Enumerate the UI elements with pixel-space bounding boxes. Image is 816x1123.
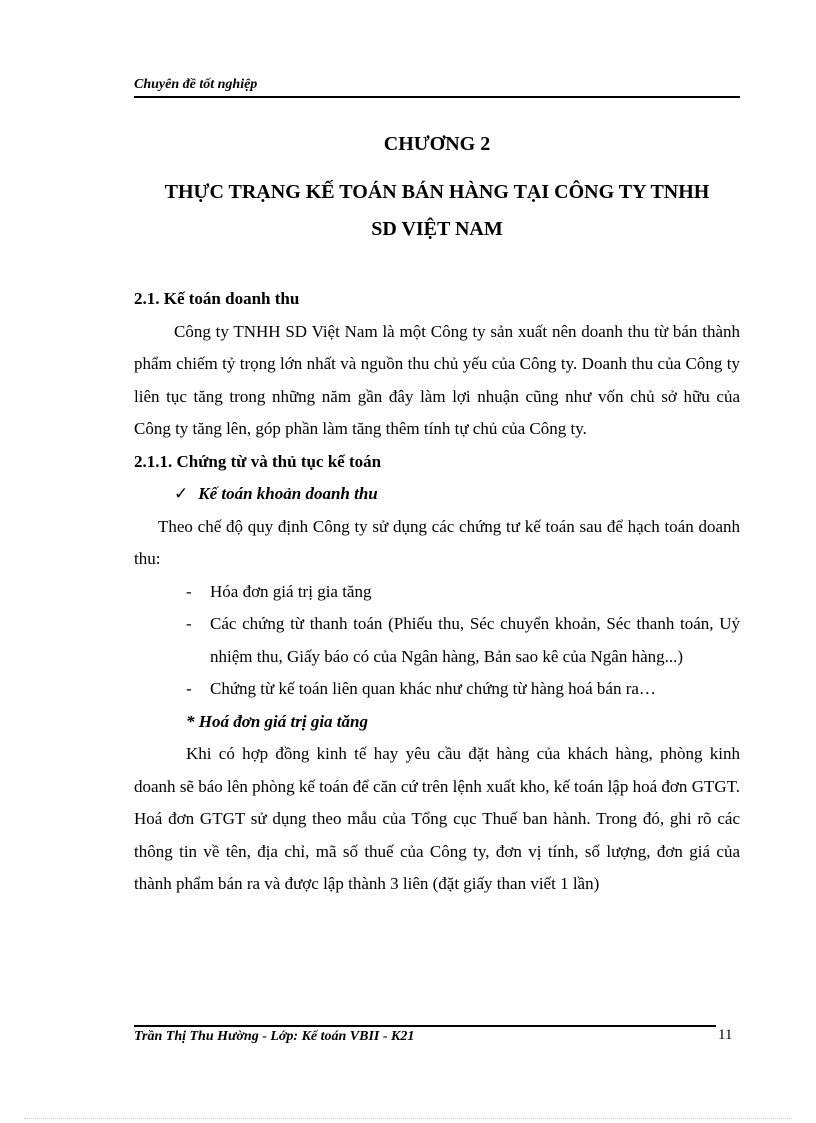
- section-heading-2-1: 2.1. Kế toán doanh thu: [134, 289, 300, 308]
- invoice-heading: * Hoá đơn giá trị gia tăng: [186, 711, 368, 731]
- footer-divider: [134, 1025, 716, 1027]
- dash-bullet: -: [186, 581, 192, 601]
- chapter-title-line-2: SD VIỆT NAM: [371, 218, 503, 240]
- list-item-text: Hóa đơn giá trị gia tăng: [210, 581, 372, 601]
- chapter-number: CHƯƠNG 2: [383, 133, 491, 155]
- list-item: [134, 608, 740, 673]
- chapter-title-line-1: THỰC TRẠNG KẾ TOÁN BÁN HÀNG TẠI CÔNG TY TNHH: [164, 181, 710, 203]
- list-item: [134, 673, 740, 706]
- list-item: [134, 576, 740, 609]
- revenue-subheading: [174, 478, 740, 511]
- section-heading-2-1-1: 2.1.1. Chứng từ và thủ tục kế toán: [134, 451, 382, 471]
- document-body: [134, 283, 740, 901]
- page-number: 11: [718, 1027, 733, 1043]
- list-item-text: Các chứng từ thanh toán (Phiếu thu, Séc chuyển khoản, Séc thanh toán, Uỷ nhiệm thu, Giấy báo có của Ngân hàng, Bản sao kê của Ngân hàng...): [210, 614, 740, 666]
- check-mark-icon: ✓: [174, 484, 189, 503]
- dash-bullet: -: [186, 614, 192, 633]
- invoice-paragraph: Khi có hợp đồng kinh tế hay yêu cầu đặt hàng của khách hàng, phòng kinh doanh sẽ báo lên phòng kế toán để căn cứ trên lệnh xuất kho, kế toán lập hoá đơn GTGT. Hoá đơn GTGT sử dụng theo mẫu của Tổng cục Thuế ban hành. Trong đó, ghi rõ các thông tin về tên, địa chỉ, mã số thuế của Công ty, đơn vị tính, số lượng, đơn giá của thành phẩm bán ra và được lập thành 3 liên (đặt giấy than viết 1 lần): [134, 744, 740, 893]
- list-item-text: Chứng từ kế toán liên quan khác như chứng từ hàng hoá bán ra…: [210, 679, 656, 698]
- running-header: Chuyên đề tốt nghiệp: [134, 76, 740, 98]
- dash-bullet: -: [186, 679, 192, 698]
- footer-author: Trần Thị Thu Hường - Lớp: Kế toán VBII - K21: [134, 1029, 415, 1044]
- page-edge-divider: [24, 1118, 792, 1119]
- documents-list: [134, 576, 740, 706]
- section-2-1-paragraph: Công ty TNHH SD Việt Nam là một Công ty sản xuất nên doanh thu từ bán thành phẩm chiếm tỷ trọng lớn nhất và nguồn thu chủ yếu của Công ty. Doanh thu của Công ty liên tục tăng trong những năm gần đây làm lợi nhuận cũng như vốn chủ sở hữu của Công ty tăng lên, góp phần làm tăng thêm tính tự chủ của Công ty.: [134, 321, 740, 438]
- chapter-title: [134, 174, 740, 248]
- documents-intro: Theo chế độ quy định Công ty sử dụng các chứng tư kế toán sau để hạch toán doanh thu:: [134, 516, 740, 568]
- revenue-subheading-text: Kế toán khoản doanh thu: [198, 484, 378, 503]
